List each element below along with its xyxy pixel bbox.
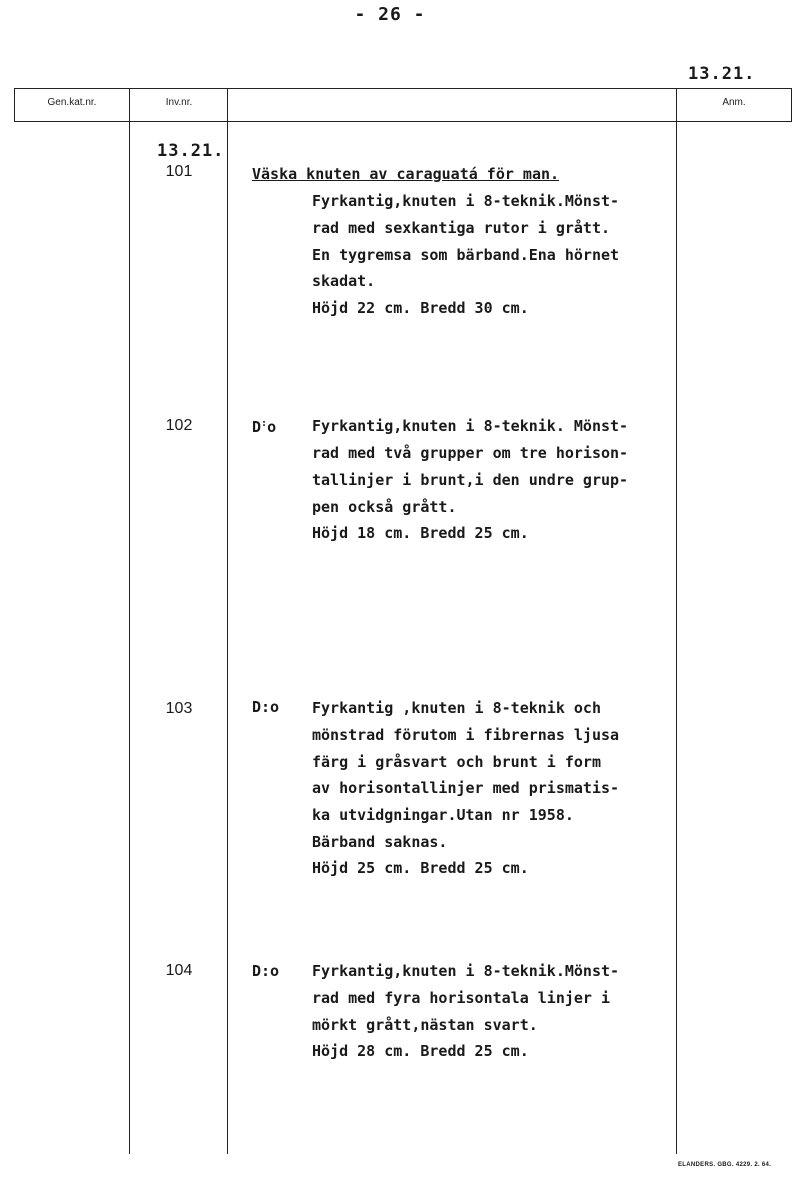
dimensions-line: Höjd 22 cm. Bredd 30 cm. bbox=[312, 299, 529, 317]
category-code: 13.21. bbox=[157, 141, 225, 161]
description-line: En tygremsa som bärband.Ena hörnet bbox=[312, 246, 620, 264]
description-line: rad med två grupper om tre horison- bbox=[312, 444, 629, 462]
inventory-number: 101 bbox=[165, 163, 193, 180]
page-number: - 26 - bbox=[354, 4, 426, 25]
inventory-number: 102 bbox=[165, 417, 193, 434]
dimensions-line: Höjd 28 cm. Bredd 25 cm. bbox=[312, 1042, 529, 1060]
description-line: Fyrkantig,knuten i 8-teknik.Mönst- bbox=[312, 192, 620, 210]
inventory-number: 104 bbox=[165, 962, 193, 979]
ditto-mark: D:o bbox=[252, 698, 280, 716]
dimensions-line: Höjd 18 cm. Bredd 25 cm. bbox=[312, 524, 529, 542]
header-anm: Anm. bbox=[722, 97, 746, 108]
top-category-code: 13.21. bbox=[688, 64, 756, 84]
description-line: ka utvidgningar.Utan nr 1958. bbox=[312, 806, 574, 824]
column-divider-left-edge bbox=[14, 88, 15, 122]
description-line: skadat. bbox=[312, 272, 376, 290]
description-line: mönstrad förutom i fibrernas ljusa bbox=[312, 726, 620, 744]
ditto-mark: D:o bbox=[252, 418, 277, 436]
description-line: färg i gråsvart och brunt i form bbox=[312, 753, 601, 771]
description-line: pen också grått. bbox=[312, 498, 457, 516]
dimensions-line: Höjd 25 cm. Bredd 25 cm. bbox=[312, 859, 529, 877]
description-line: tallinjer i brunt,i den undre grup- bbox=[312, 471, 629, 489]
inventory-number: 103 bbox=[165, 700, 193, 717]
description-line: av horisontallinjer med prismatis- bbox=[312, 779, 620, 797]
description-line: Fyrkantig ,knuten i 8-teknik och bbox=[312, 699, 601, 717]
column-divider-inv-text bbox=[227, 88, 228, 1154]
entry-title: Väska knuten av caraguatá för man. bbox=[252, 165, 560, 183]
description-line: rad med sexkantiga rutor i grått. bbox=[312, 219, 611, 237]
column-divider-gen-inv bbox=[129, 88, 130, 1154]
ditto-mark: D:o bbox=[252, 962, 280, 980]
description-line: Bärband saknas. bbox=[312, 833, 448, 851]
header-inv-nr: Inv.nr. bbox=[165, 97, 193, 108]
printer-imprint: ELANDERS. GBG. 4229. 2. 64. bbox=[678, 1162, 772, 1168]
header-gen-kat-nr: Gen.kat.nr. bbox=[47, 97, 97, 108]
column-divider-right-edge bbox=[791, 88, 792, 122]
description-line: Fyrkantig,knuten i 8-teknik. Mönst- bbox=[312, 417, 629, 435]
description-line: Fyrkantig,knuten i 8-teknik.Mönst- bbox=[312, 962, 620, 980]
description-line: mörkt grått,nästan svart. bbox=[312, 1016, 538, 1034]
description-line: rad med fyra horisontala linjer i bbox=[312, 989, 611, 1007]
